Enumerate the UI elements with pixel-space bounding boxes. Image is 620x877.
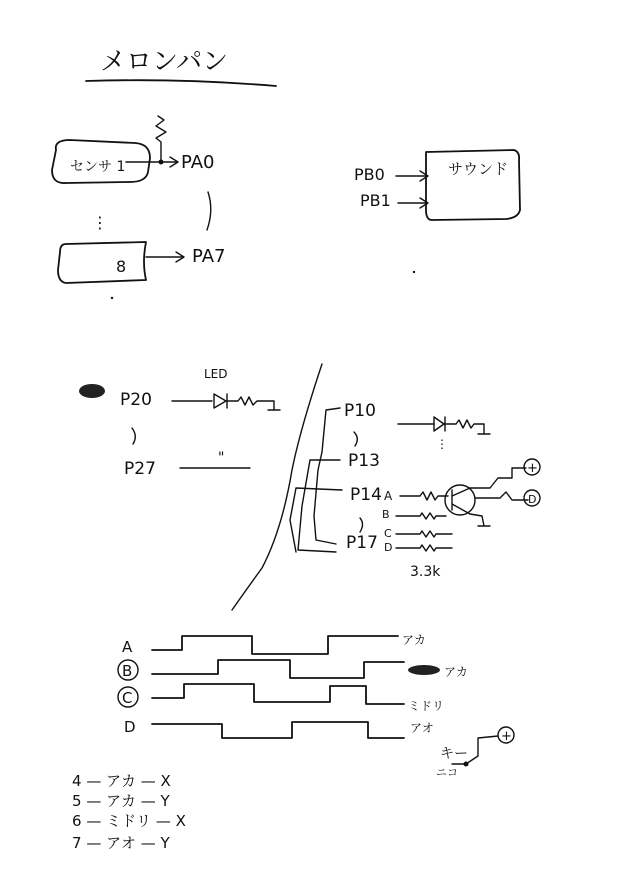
bracket-wire-inner xyxy=(298,460,340,552)
map-row-5: 5 — アカ — Y xyxy=(72,792,170,810)
port-p13: P13 xyxy=(348,451,380,471)
wave-scribble-b xyxy=(408,665,440,675)
port-pb1: PB1 xyxy=(360,191,391,210)
transistor-circle xyxy=(445,485,475,515)
port-p27: P27 xyxy=(124,459,156,479)
stray-dot-1 xyxy=(111,297,113,299)
range-mark-pa xyxy=(207,192,211,230)
wave-letter-c: C xyxy=(122,689,133,707)
switch-sub-label: ニコ xyxy=(436,766,458,779)
transistor-output xyxy=(476,492,528,500)
range-mark-p1 xyxy=(354,432,357,446)
p14b-wire xyxy=(396,513,446,519)
sensor-box-8 xyxy=(58,242,146,283)
transistor-leads xyxy=(452,488,484,526)
switch-label: キー xyxy=(440,746,468,762)
wave-d xyxy=(152,722,404,738)
port-pb0: PB0 xyxy=(354,165,385,184)
port-p14: P14 xyxy=(350,485,382,505)
wave-letter-b: B xyxy=(122,662,133,680)
port-pa0: PA0 xyxy=(181,152,215,173)
stray-dot-2 xyxy=(413,271,415,273)
sound-box-label: サウンド xyxy=(448,160,509,178)
ditto-mark: " xyxy=(218,450,225,466)
p14c-wire xyxy=(396,531,452,537)
p10-resistor-wire xyxy=(445,420,484,434)
wave-letter-a: A xyxy=(122,638,133,656)
pullup-resistor xyxy=(156,116,166,162)
port-p17: P17 xyxy=(346,533,378,553)
sub-label-b: B xyxy=(382,508,390,521)
switch-plus-sign: + xyxy=(501,729,512,744)
bracket-wire-outer xyxy=(314,408,340,544)
wave-tail-c: ミドリ xyxy=(408,699,445,713)
resistor-value: 3.3k xyxy=(410,564,441,580)
wave-tail-d: アオ xyxy=(410,721,434,735)
mapping-list xyxy=(72,772,186,852)
plus-sign: + xyxy=(527,461,538,476)
map-row-4: 4 — アカ — X xyxy=(72,772,171,790)
wave-tail-b: アカ xyxy=(444,665,468,679)
transistor-collector xyxy=(470,468,526,488)
section-divider xyxy=(232,364,322,610)
p14d-wire xyxy=(396,545,452,551)
led-resistor-wire xyxy=(227,397,274,410)
wave-a xyxy=(152,636,398,654)
sub-label-d: D xyxy=(384,541,393,554)
sub-label-a: A xyxy=(384,489,393,503)
sheet-title: メロンパン xyxy=(100,47,229,77)
switch-node xyxy=(464,762,469,767)
scribble-mark xyxy=(79,384,105,398)
port-p20: P20 xyxy=(120,390,152,410)
dotted-continuation: ⋮ xyxy=(436,437,448,451)
wave-tail-a: アカ xyxy=(402,633,426,647)
map-row-7: 7 — アオ — Y xyxy=(72,834,170,852)
led-label: LED xyxy=(204,367,228,381)
d-sign: D xyxy=(528,493,537,506)
sub-label-c: C xyxy=(384,527,392,540)
port-p10: P10 xyxy=(344,401,376,421)
range-mark-p14 xyxy=(360,518,363,532)
wave-c xyxy=(152,684,404,704)
p14a-resistor xyxy=(400,492,448,500)
sensor-ellipsis: ⋮ xyxy=(92,213,108,232)
sensor-box-8-label: 8 xyxy=(116,257,127,276)
led-diode xyxy=(214,394,227,408)
sensor-box-1-label: センサ 1 xyxy=(70,159,126,175)
p10-led xyxy=(434,417,445,431)
range-mark-p2 xyxy=(132,428,135,444)
map-row-6: 6 — ミドリ — X xyxy=(72,812,186,830)
title-underline xyxy=(86,80,276,86)
port-pa7: PA7 xyxy=(192,246,226,267)
wave-b xyxy=(152,660,404,678)
waveform-group xyxy=(118,633,468,738)
wave-letter-d: D xyxy=(124,718,136,736)
